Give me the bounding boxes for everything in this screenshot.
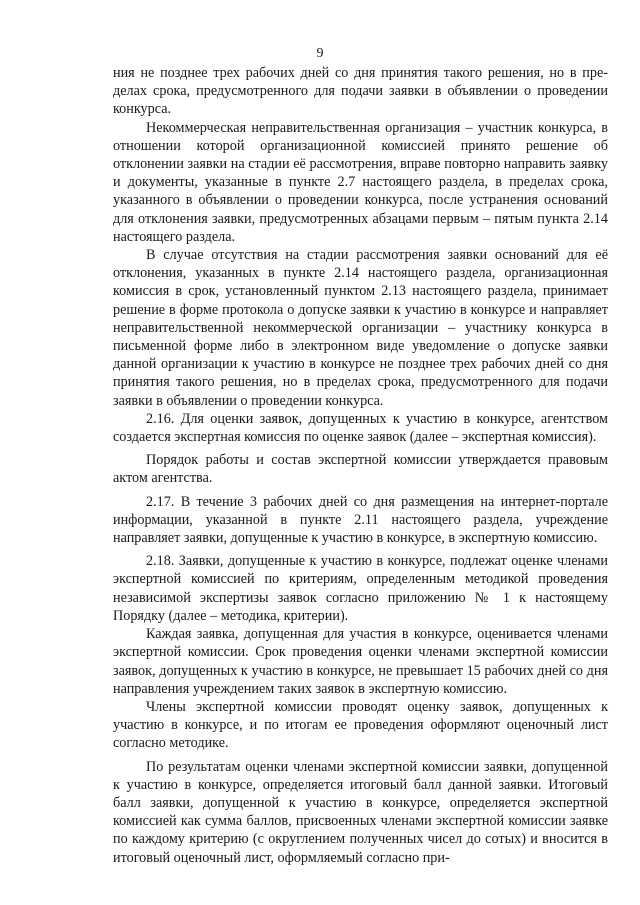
paragraph-1: ния не позднее трех рабочих дней со дня принятия такого решения, но в пределах срока, предусмотренного для подачи заявки в объявлении о проведении конкурса. bbox=[113, 65, 608, 118]
page-number: 9 bbox=[316, 46, 324, 61]
paragraph-3: В случае отсутствия на стадии рассмотрения заявки оснований для её отклонения, указанных в пункте 2.14 настоящего раздела, организационная комиссия в срок, установленный пунктом 2.13 настоящего раздела, принимает решение в форме протокола о допуске заявки к участию в конкурсе и направляет неправительственной некоммерческой организации – участнику конкурса в письменной форме либо в электронном виде уведомление о допуске заявки данной организации к участию в конкурсе не позднее трех рабочих дней со дня принятия такого решения, но в пределах срока, предусмотренного для подачи заявки в объявлении о проведении конкурса. bbox=[113, 247, 608, 409]
paragraph-2: Некоммерческая неправительственная организация – участник конкурса, в отношении которой организационной комиссией принято решение об отклонении заявки на стадии её рассмотрения, вправе повторно направить заявку и документы, указанные в пункте 2.7 настоящего раздела, в пределах срока, указанного в объявлении о проведении конкурса, после устранения оснований для отклонения заявки, предусмотренных абзацами первым – пятым пункта 2.14 настоящего раздела. bbox=[113, 119, 608, 245]
paragraph-9: Члены экспертной комиссии проводят оценку заявок, допущенных к участию в конкурсе, и по итогам ее проведения оформляют оценочный лист согласно методике. bbox=[113, 698, 608, 752]
paragraph-4: 2.16. Для оценки заявок, допущенных к участию в конкурсе, агентством создается экспертная комиссия по оценке заявок (далее – экспертная комиссия). bbox=[113, 410, 608, 446]
paragraph-8: Каждая заявка, допущенная для участия в конкурсе, оценивается членами экспертной комиссии. Срок проведения оценки членами экспертной комиссии заявок, допущенных к участию в конкурсе, не превышает 15 рабочих дней со дня направления учреждением таких заявок в экспертную комиссию. bbox=[113, 626, 608, 697]
paragraph-7: 2.18. Заявки, допущенные к участию в конкурсе, подлежат оценке членами экспертной комиссией по критериям, определенным методикой проведения независимой экспертизы заявок согласно приложению № 1 к настоящему Порядку (далее – методика, критерии). bbox=[113, 553, 608, 624]
document-body bbox=[113, 64, 608, 867]
paragraph-6: 2.17. В течение 3 рабочих дней со дня размещения на интернет-портале информации, указанной в пункте 2.11 настоящего раздела, учреждение направляет заявки, допущенные к участию в конкурсе, в экспертную комиссию. bbox=[113, 493, 608, 547]
paragraph-10: По результатам оценки членами экспертной комиссии заявки, допущенной к участию в конкурсе, определяется итоговый балл данной заявки. Итоговый балл заявки, допущенной к участию в конкурсе, определяется экспертной комиссией как сумма баллов, присвоенных членами экспертной комиссии заявке по каждому критерию (с округлением полученных чисел до сотых) и вносится в итоговый оценочный лист, оформляемый согласно при- bbox=[113, 758, 608, 866]
paragraph-5: Порядок работы и состав экспертной комиссии утверждается правовым актом агентства. bbox=[113, 452, 608, 487]
